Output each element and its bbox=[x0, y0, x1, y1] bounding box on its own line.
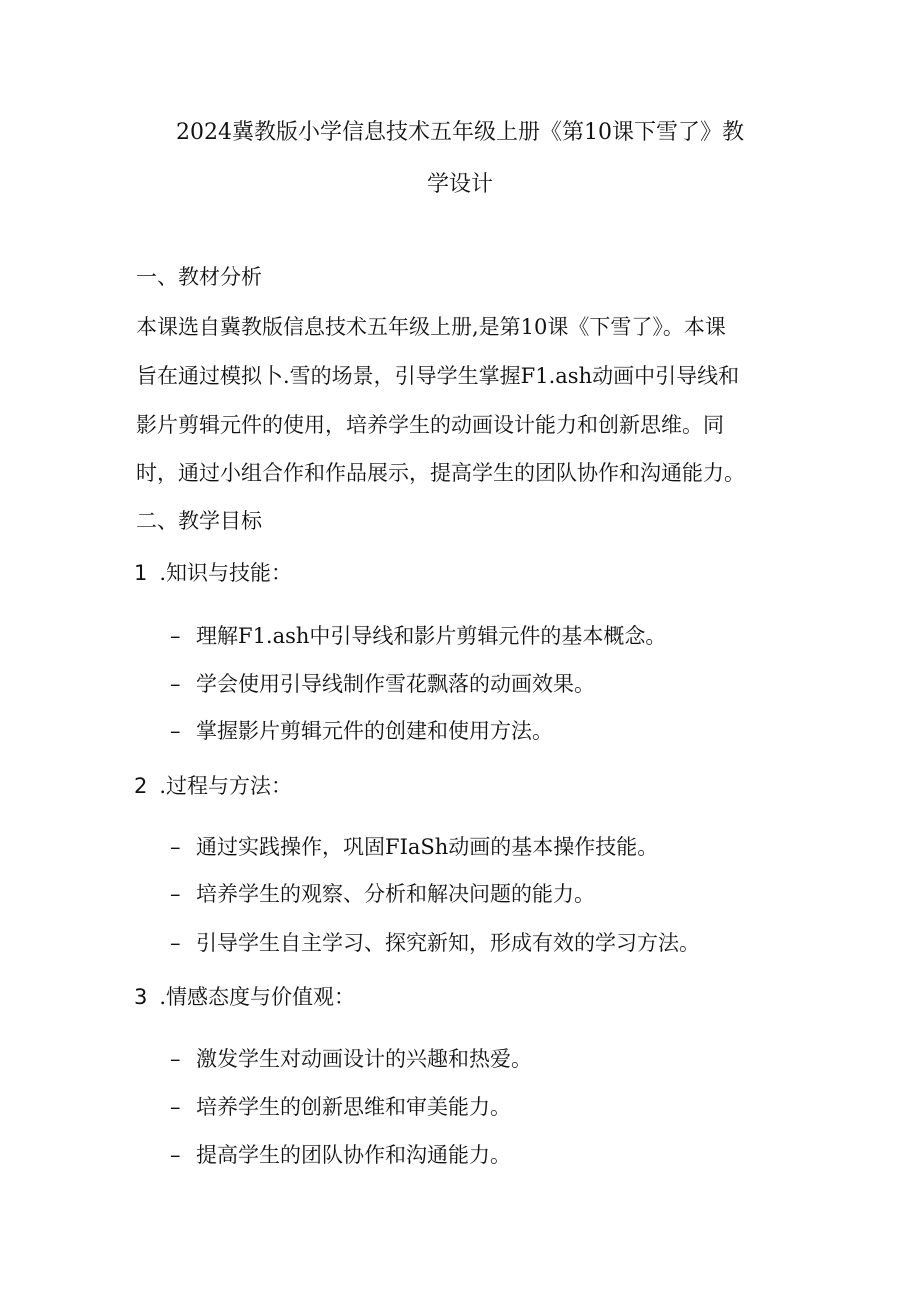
dash-icon: – bbox=[170, 1095, 181, 1119]
list-item bbox=[170, 1140, 511, 1170]
paragraph-line: 时，通过小组合作和作品展示，提高学生的团队协作和沟通能力。 bbox=[136, 461, 745, 485]
list-item bbox=[170, 879, 595, 909]
goal-heading-attitudes-values bbox=[134, 982, 355, 1012]
dash-icon: – bbox=[170, 931, 181, 955]
list-item-text: 培养学生的观察、分析和解决问题的能力。 bbox=[196, 882, 595, 906]
dash-icon: – bbox=[170, 882, 181, 906]
dash-icon: – bbox=[170, 1047, 181, 1071]
paragraph-line: 本课选自冀教版信息技术五年级上册,是第10课《下雪了》。本课 bbox=[136, 315, 726, 339]
goal-label: .知识与技能： bbox=[159, 561, 293, 585]
list-item-text: 掌握影片剪辑元件的创建和使用方法。 bbox=[196, 719, 553, 743]
paragraph-line: 旨在通过模拟卜.雪的场景，引导学生掌握F1.ash动画中引导线和 bbox=[136, 364, 740, 388]
list-item-text: 提高学生的团队协作和沟通能力。 bbox=[196, 1143, 511, 1167]
goal-heading-knowledge-skills bbox=[134, 558, 292, 588]
section-heading-teaching-goals: 二、教学目标 bbox=[136, 509, 262, 533]
list-item bbox=[170, 1092, 511, 1122]
dash-icon: – bbox=[170, 835, 181, 859]
list-item-text: 激发学生对动画设计的兴趣和热爱。 bbox=[196, 1047, 532, 1071]
list-item-text: 引导学生自主学习、探究新知，形成有效的学习方法。 bbox=[196, 931, 700, 955]
goal-label: .情感态度与价值观： bbox=[159, 985, 356, 1009]
goal-label: .过程与方法： bbox=[159, 774, 293, 798]
goal-number: 2 bbox=[134, 774, 148, 798]
goal-number: 3 bbox=[134, 985, 148, 1009]
list-item bbox=[170, 669, 595, 699]
goal-heading-process-methods bbox=[134, 771, 292, 801]
goal-number: 1 bbox=[134, 561, 148, 585]
list-item-text: 学会使用引导线制作雪花飘落的动画效果。 bbox=[196, 672, 595, 696]
list-item bbox=[170, 716, 553, 746]
list-item-text: 通过实践操作，巩固FIaSh动画的基本操作技能。 bbox=[196, 835, 659, 859]
document-title-line-1: 2024冀教版小学信息技术五年级上册《第10课下雪了》教 bbox=[176, 120, 744, 145]
list-item bbox=[170, 621, 666, 651]
dash-icon: – bbox=[170, 1143, 181, 1167]
section-heading-textbook-analysis: 一、教材分析 bbox=[136, 265, 262, 289]
list-item bbox=[170, 928, 700, 958]
dash-icon: – bbox=[170, 672, 181, 696]
dash-icon: – bbox=[170, 719, 181, 743]
list-item-text: 理解F1.ash中引导线和影片剪辑元件的基本概念。 bbox=[196, 624, 667, 648]
document-title-line-2: 学设计 bbox=[426, 172, 493, 197]
list-item bbox=[170, 1044, 532, 1074]
list-item bbox=[170, 832, 658, 862]
list-item-text: 培养学生的创新思维和审美能力。 bbox=[196, 1095, 511, 1119]
dash-icon: – bbox=[170, 624, 181, 648]
paragraph-line: 影片剪辑元件的使用，培养学生的动画设计能力和创新思维。同 bbox=[136, 413, 724, 437]
